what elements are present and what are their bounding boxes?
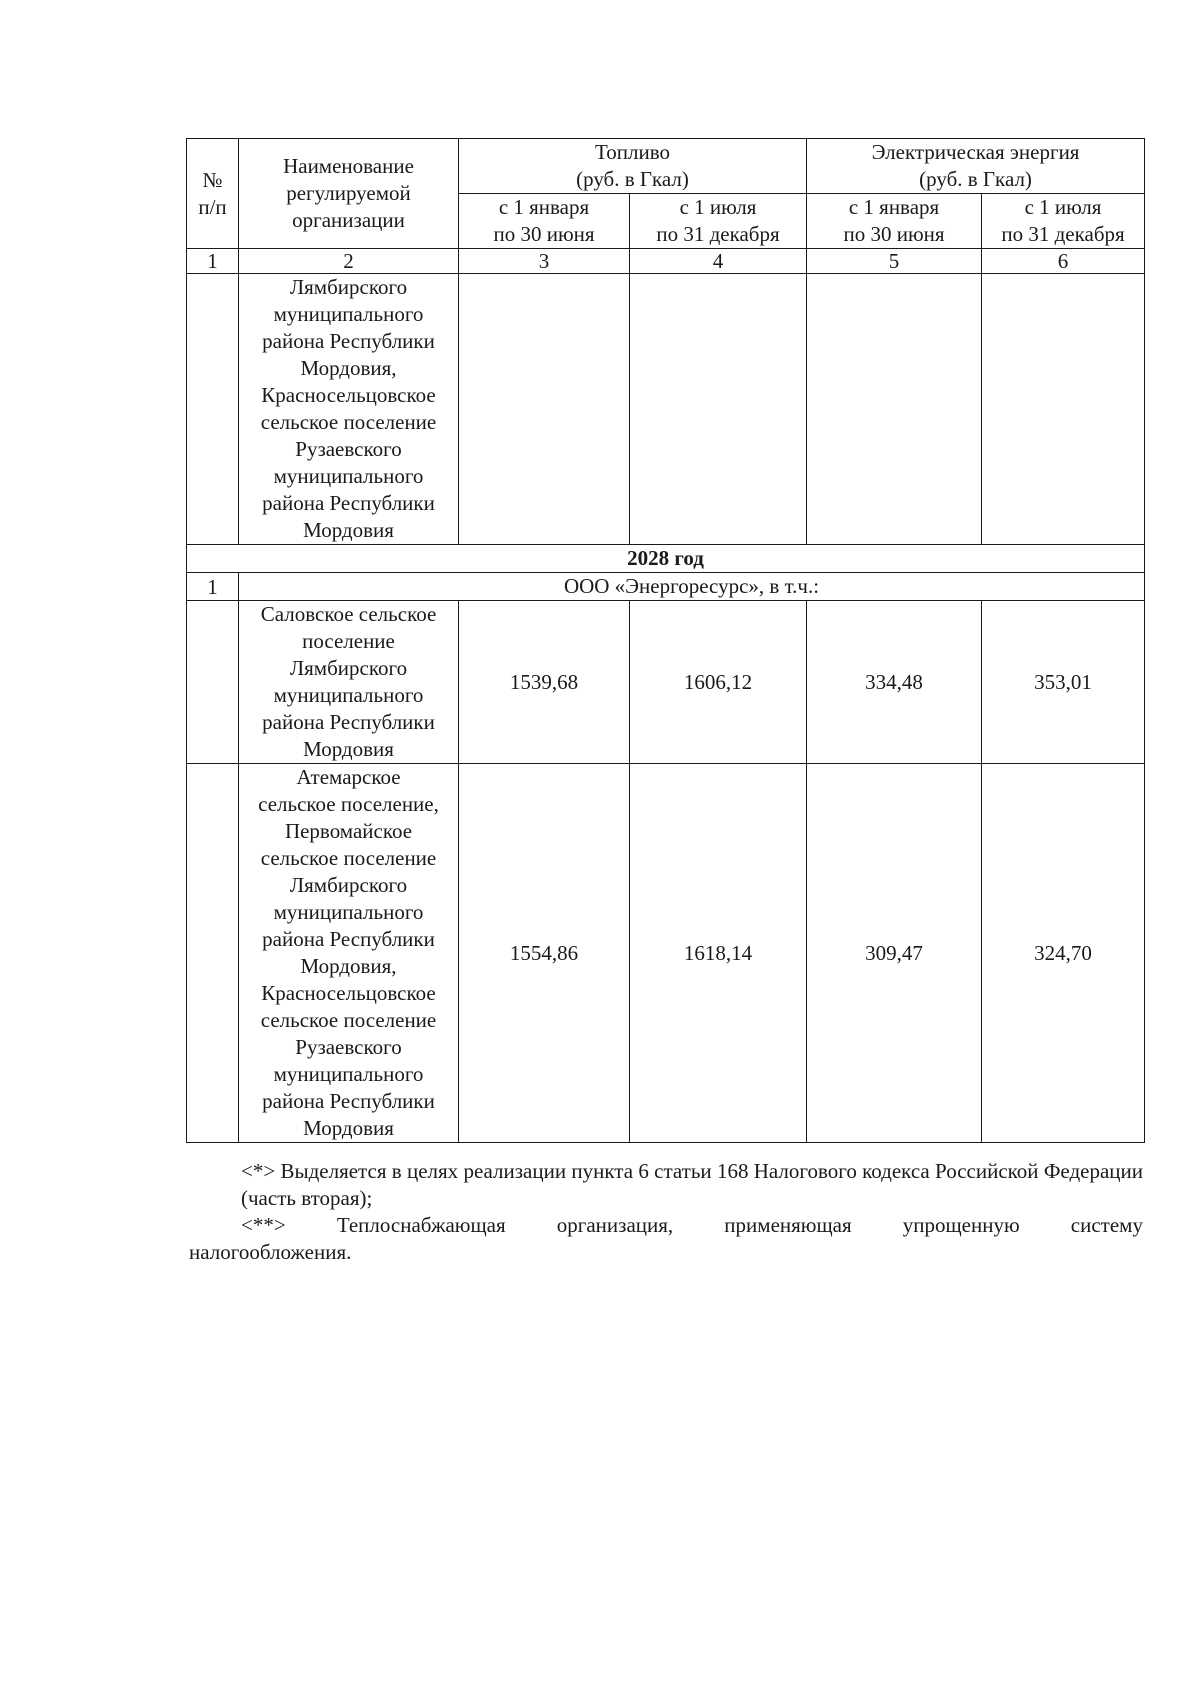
fuel-h1-value: 1539,68 bbox=[459, 601, 630, 764]
period-1-line-2: по 30 июня bbox=[493, 222, 595, 246]
fuel-h2-value: 1606,12 bbox=[630, 601, 807, 764]
name-line: Атемарское bbox=[296, 765, 401, 789]
header-power-unit: (руб. в Гкал) bbox=[919, 167, 1032, 191]
name-line: Красносельцовское bbox=[261, 981, 436, 1005]
period-2-line-2: по 31 декабря bbox=[1001, 222, 1125, 246]
footnote-2-word: <**> bbox=[241, 1213, 286, 1237]
period-1-line-2: по 30 июня bbox=[843, 222, 945, 246]
fuel-h1-value: 1554,86 bbox=[459, 764, 630, 1143]
footnote-2-word: Теплоснабжающая bbox=[336, 1213, 506, 1237]
footnote-2-word: упрощенную bbox=[902, 1213, 1020, 1237]
row-value-empty bbox=[459, 274, 630, 545]
footnote-2-word: систему bbox=[1070, 1213, 1143, 1237]
period-1-line-1: с 1 января bbox=[848, 195, 940, 219]
header-fuel-period-1 bbox=[459, 194, 630, 249]
footnote-2 bbox=[189, 1212, 1143, 1239]
column-number: 6 bbox=[982, 249, 1145, 274]
footnotes bbox=[189, 1158, 1143, 1266]
name-line: Мордовия, bbox=[300, 954, 397, 978]
header-power-period-1 bbox=[807, 194, 982, 249]
row-name bbox=[239, 764, 459, 1143]
fuel-h2-value: 1618,14 bbox=[630, 764, 807, 1143]
name-line: Рузаевского bbox=[295, 437, 402, 461]
name-line: Мордовия bbox=[303, 737, 394, 761]
header-fuel-unit: (руб. в Гкал) bbox=[576, 167, 689, 191]
name-line: сельское поселение, bbox=[258, 792, 439, 816]
power-h2-value: 324,70 bbox=[982, 764, 1145, 1143]
column-numbers-row bbox=[187, 249, 1145, 274]
header-power bbox=[807, 139, 1145, 194]
footnote-1: <*> Выделяется в целях реализации пункта 6 статьи 168 Налогового кодекса Российской Федерации (часть вторая); bbox=[241, 1159, 1143, 1210]
header-name bbox=[239, 139, 459, 249]
name-line: района Республики bbox=[262, 710, 435, 734]
header-num bbox=[187, 139, 239, 249]
row-num-empty bbox=[187, 764, 239, 1143]
header-fuel-title: Топливо bbox=[595, 140, 670, 164]
footnote-2-word: применяющая bbox=[724, 1213, 852, 1237]
name-line: Лямбирского bbox=[289, 656, 408, 680]
year-row bbox=[187, 545, 1145, 573]
name-line: Мордовия bbox=[303, 1116, 394, 1140]
period-2-line-1: с 1 июля bbox=[679, 195, 757, 219]
table-row-continued bbox=[187, 274, 1145, 545]
period-2-line-2: по 31 декабря bbox=[656, 222, 780, 246]
table-row bbox=[187, 764, 1145, 1143]
name-line: муниципального bbox=[273, 900, 424, 924]
header-fuel bbox=[459, 139, 807, 194]
power-h2-value: 353,01 bbox=[982, 601, 1145, 764]
name-line: Красносельцовское bbox=[261, 383, 436, 407]
name-line: сельское поселение bbox=[260, 410, 437, 434]
name-line: Мордовия, bbox=[300, 356, 397, 380]
header-power-period-2 bbox=[982, 194, 1145, 249]
year-label: 2028 год bbox=[187, 545, 1145, 573]
name-line: района Республики bbox=[262, 1089, 435, 1113]
org-name: ООО «Энергоресурс», в т.ч.: bbox=[239, 573, 1145, 601]
header-power-title: Электрическая энергия bbox=[871, 140, 1080, 164]
row-num-empty bbox=[187, 274, 239, 545]
name-line: муниципального bbox=[273, 302, 424, 326]
column-number: 2 bbox=[239, 249, 459, 274]
period-1-line-1: с 1 января bbox=[498, 195, 590, 219]
row-value-empty bbox=[630, 274, 807, 545]
name-line: района Республики bbox=[262, 927, 435, 951]
header-row-1 bbox=[187, 139, 1145, 194]
header-num-label: № п/п bbox=[198, 167, 227, 219]
name-line: муниципального bbox=[273, 1062, 424, 1086]
row-num-empty bbox=[187, 601, 239, 764]
column-number: 4 bbox=[630, 249, 807, 274]
name-line: района Республики bbox=[262, 491, 435, 515]
name-line: Лямбирского bbox=[289, 275, 408, 299]
row-name bbox=[239, 274, 459, 545]
column-number: 3 bbox=[459, 249, 630, 274]
power-h1-value: 334,48 bbox=[807, 601, 982, 764]
period-2-line-1: с 1 июля bbox=[1024, 195, 1102, 219]
name-line: поселение bbox=[302, 629, 395, 653]
tariff-table bbox=[186, 138, 1145, 1143]
column-number: 5 bbox=[807, 249, 982, 274]
name-line: района Республики bbox=[262, 329, 435, 353]
name-line: Рузаевского bbox=[295, 1035, 402, 1059]
header-name-label: Наименование регулируемой организации bbox=[283, 154, 414, 232]
org-num: 1 bbox=[187, 573, 239, 601]
name-line: Мордовия bbox=[303, 518, 394, 542]
footnote-2-tail: налогообложения. bbox=[189, 1240, 352, 1264]
header-fuel-period-2 bbox=[630, 194, 807, 249]
power-h1-value: 309,47 bbox=[807, 764, 982, 1143]
name-line: сельское поселение bbox=[260, 846, 437, 870]
org-row bbox=[187, 573, 1145, 601]
row-name bbox=[239, 601, 459, 764]
name-line: Саловское сельское bbox=[260, 602, 437, 626]
name-line: муниципального bbox=[273, 683, 424, 707]
footnote-2-word: организация, bbox=[556, 1213, 674, 1237]
column-number: 1 bbox=[187, 249, 239, 274]
row-value-empty bbox=[982, 274, 1145, 545]
name-line: Лямбирского bbox=[289, 873, 408, 897]
name-line: муниципального bbox=[273, 464, 424, 488]
row-value-empty bbox=[807, 274, 982, 545]
name-line: сельское поселение bbox=[260, 1008, 437, 1032]
table-row bbox=[187, 601, 1145, 764]
name-line: Первомайское bbox=[284, 819, 413, 843]
